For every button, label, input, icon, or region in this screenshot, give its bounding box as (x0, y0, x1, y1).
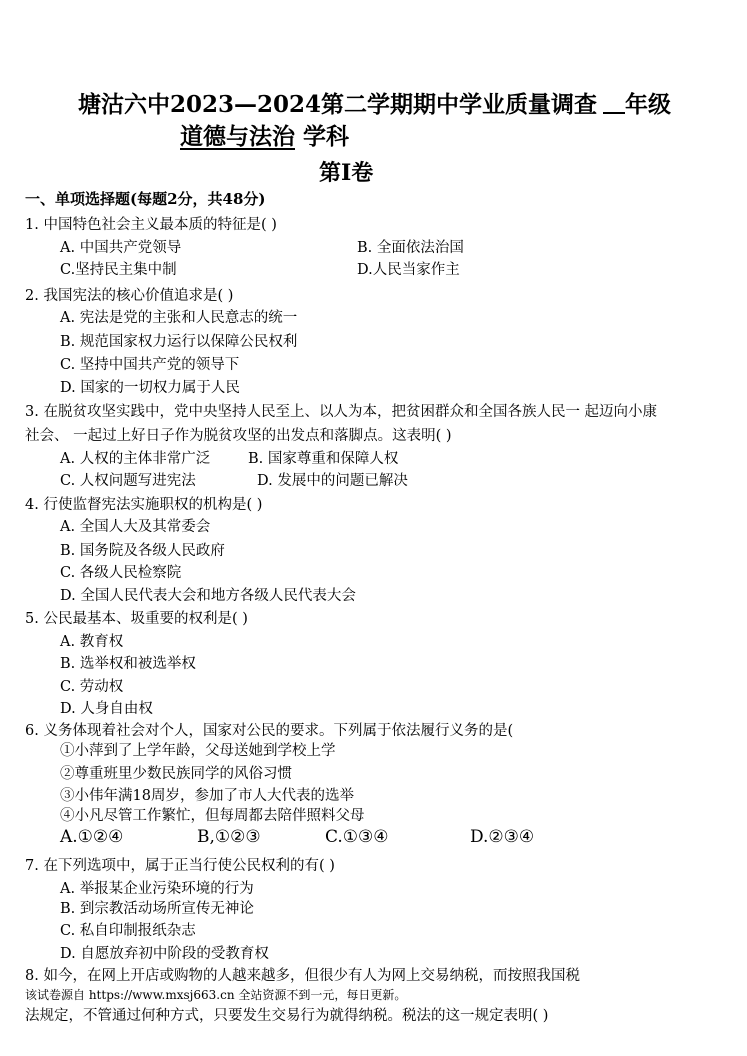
q2-option-b: B. 规范国家权力运行以保障公民权利 (60, 334, 298, 350)
subject-line: 道德与法治 学科 (180, 123, 350, 150)
section-heading: 一、单项选择题(每题2分，共48分) (25, 190, 266, 208)
q5-option-a: A. 教育权 (60, 634, 124, 650)
q5-option-c: C. 劳动权 (60, 679, 124, 695)
question-8-stem-line1: 8. 如今，在网上开店或购物的人越来越多，但很少有人为网上交易纳税，而按照我国税 (25, 968, 580, 984)
question-5-stem: 5. 公民最基本、圾重要的权利是( ) (25, 611, 248, 627)
q1-option-c: C.坚持民主集中制 (60, 262, 177, 278)
q5-option-d: D. 人身自由权 (60, 701, 153, 717)
q7-option-c: C. 私自印制报纸杂志 (60, 923, 196, 939)
q6-statement-2: ②尊重班里少数民族同学的风俗习惯 (60, 766, 292, 782)
question-2-stem: 2. 我国宪法的核心价值追求是( ) (25, 288, 234, 304)
q4-option-a: A. 全国人大及其常委会 (60, 519, 211, 535)
q1-option-b: B. 全面依法治国 (357, 240, 464, 256)
source-footer: 该试卷源自 https://www.mxsj663.cn 全站资源不到一元，每日更新。 (25, 988, 407, 1002)
q2-option-c: C. 坚持中国共产党的领导下 (60, 357, 240, 373)
q6-statement-4: ④小凡尽管工作繁忙，但每周都去陪伴照料父母 (60, 808, 365, 824)
volume-title: 第I卷 (319, 160, 374, 186)
q6-statement-1: ①小萍到了上学年龄，父母送她到学校上学 (60, 743, 336, 759)
question-8-stem-line2: 法规定，不管通过何种方式，只要发生交易行为就得纳税。税法的这一规定表明( ) (25, 1008, 549, 1024)
question-1-stem: 1. 中国特色社会主义最本质的特征是( ) (25, 217, 277, 233)
q5-option-b: B. 选举权和被选举权 (60, 656, 196, 672)
q3-option-a: A. 人权的主体非常广泛 (60, 451, 211, 467)
q3-option-c: C. 人权问题写进宪法 (60, 473, 196, 489)
q1-option-d: D.人民当家作主 (357, 262, 460, 278)
question-3-stem-line1: 3. 在脱贫攻坚实践中，党中央坚持人民至上、以人为本，把贫困群众和全国各族人民一 起迈向小康 (25, 404, 658, 420)
q4-option-c: C. 各级人民检察院 (60, 565, 182, 581)
q2-option-a: A. 宪法是党的主张和人民意志的统一 (60, 310, 298, 326)
q7-option-a: A. 举报某企业污染环境的行为 (60, 881, 254, 897)
q6-option-a: A.①②④ (60, 827, 124, 847)
q1-option-a: A. 中国共产党领导 (60, 240, 182, 256)
q6-option-d: D.②③④ (470, 827, 535, 847)
q4-option-b: B. 国务院及各级人民政府 (60, 543, 225, 559)
question-6-stem: 6. 义务体现着社会对个人，国家对公民的要求。下列属于依法履行义务的是( (25, 723, 514, 739)
question-3-stem-line2: 社会、 一起过上好日子作为脱贫攻坚的出发点和落脚点。这表明( ) (25, 428, 452, 444)
q3-option-d: D. 发展中的问题已解决 (257, 473, 408, 489)
q6-option-b: B,①②③ (197, 827, 261, 847)
question-4-stem: 4. 行使监督宪法实施职权的机构是( ) (25, 497, 263, 513)
q3-option-b: B. 国家尊重和保障人权 (248, 451, 399, 467)
grade-blank (603, 94, 625, 114)
exam-title: 塘沽六中2023—2024第二学期期中学业质量调查 年级 (78, 91, 672, 118)
question-7-stem: 7. 在下列选项中，属于正当行使公民权利的有( ) (25, 858, 335, 874)
q4-option-d: D. 全国人民代表大会和地方各级人民代表大会 (60, 588, 356, 604)
q2-option-d: D. 国家的一切权力属于人民 (60, 380, 240, 396)
q6-statement-3: ③小伟年满18周岁，参加了市人大代表的选举 (60, 788, 354, 804)
q7-option-d: D. 自愿放弃初中阶段的受教育权 (60, 946, 269, 962)
q6-option-c: C.①③④ (325, 827, 389, 847)
q7-option-b: B. 到宗教活动场所宣传无神论 (60, 901, 254, 917)
subject-name: 道德与法治 (180, 123, 295, 150)
